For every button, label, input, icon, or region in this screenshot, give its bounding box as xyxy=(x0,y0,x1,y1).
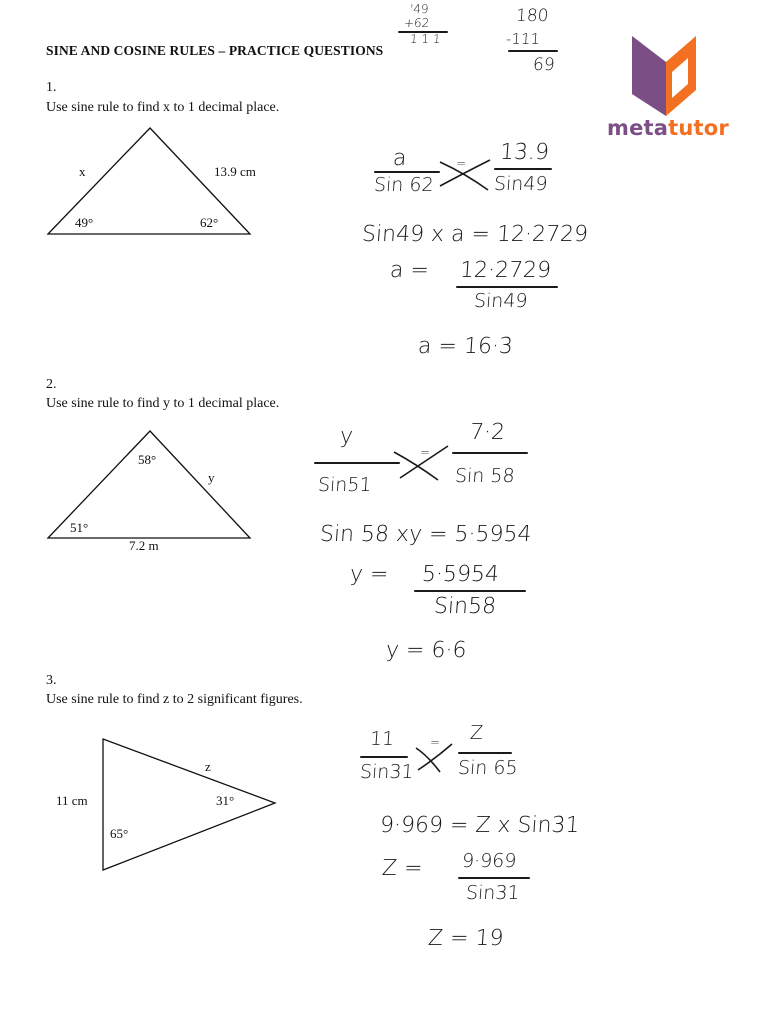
q1-line3-num: 12·2729 xyxy=(459,258,552,283)
triangle-3-side-z: z xyxy=(205,759,211,774)
q3-line3-den: Sin31 xyxy=(465,882,521,904)
triangle-1-angle-49: 49° xyxy=(75,215,94,230)
q3-line3-bar xyxy=(458,877,530,879)
triangle-2-angle-51: 51° xyxy=(70,520,89,535)
question-3-number: 3. xyxy=(46,673,57,688)
logo-part-meta: meta xyxy=(607,116,669,140)
scratch-sub-line-1: 180 xyxy=(515,6,550,26)
q1-frac2-num: 13.9 xyxy=(499,140,550,165)
q2-line3-lhs: y = xyxy=(349,562,390,587)
q1-eq: = xyxy=(455,156,467,170)
q1-line2: Sin49 x a = 12·2729 xyxy=(361,222,589,247)
q2-line3-den: Sin58 xyxy=(433,594,497,619)
triangle-2-angle-58: 58° xyxy=(138,452,157,467)
q2-eq: = xyxy=(419,445,431,459)
q3-line3-num: 9·969 xyxy=(461,850,518,872)
q1-frac1-den: Sin 62 xyxy=(373,174,435,196)
q3-line3-lhs: Z = xyxy=(381,856,424,881)
q3-line2: 9·969 = Z x Sin31 xyxy=(379,813,581,838)
q1-line3-den: Sin49 xyxy=(473,290,529,312)
q2-frac1-den: Sin51 xyxy=(317,474,373,496)
q1-frac2-den: Sin49 xyxy=(493,173,549,195)
q3-answer: Z = 19 xyxy=(427,926,505,951)
scratch-add-line-1: '49 xyxy=(409,2,430,16)
logo-part-tutor: tutor xyxy=(668,116,729,140)
scratch-add-line-3: 1 1 1 xyxy=(409,32,442,46)
triangle-1-side-x: x xyxy=(79,164,86,179)
triangle-2-side-y: y xyxy=(208,470,215,485)
scratch-add-line-2: +62 xyxy=(403,16,430,30)
q1-line3-lhs: a = xyxy=(389,258,430,283)
q1-answer: a = 16·3 xyxy=(417,334,514,359)
triangle-1-angle-62: 62° xyxy=(200,215,219,230)
q1-frac1-num: a xyxy=(392,146,408,171)
q2-frac2-num: 7·2 xyxy=(469,420,506,445)
scratch-sub-line-2: -111 xyxy=(505,30,541,48)
q3-frac2-num: Z xyxy=(469,722,484,744)
q3-frac1-den: Sin31 xyxy=(359,761,415,783)
question-1-number: 1. xyxy=(46,80,57,95)
q3-frac2-bar xyxy=(458,752,512,754)
triangle-3-angle-31: 31° xyxy=(216,793,235,808)
q2-line3-num: 5·5954 xyxy=(421,562,500,587)
q2-line2: Sin 58 xy = 5·5954 xyxy=(319,522,533,547)
page-title: SINE AND COSINE RULES – PRACTICE QUESTIONS xyxy=(46,43,384,58)
q3-eq: = xyxy=(429,735,441,749)
q3-frac1-num: 11 xyxy=(369,728,395,750)
question-2-number: 2. xyxy=(46,377,57,392)
triangle-1-side-13-9: 13.9 cm xyxy=(214,164,256,179)
q2-frac2-den: Sin 58 xyxy=(454,465,516,487)
question-1-prompt: Use sine rule to find x to 1 decimal place. xyxy=(46,100,280,115)
q2-answer: y = 6·6 xyxy=(385,638,468,663)
triangle-2-base-7-2: 7.2 m xyxy=(129,538,159,553)
question-3-prompt: Use sine rule to find z to 2 significant figures. xyxy=(46,692,303,707)
question-2-prompt: Use sine rule to find y to 1 decimal place. xyxy=(46,396,280,411)
q2-frac1-num: y xyxy=(339,424,354,449)
scratch-sub-line-3: 69 xyxy=(532,55,556,75)
triangle-3-side-11: 11 cm xyxy=(56,793,88,808)
triangle-3-angle-65: 65° xyxy=(110,826,129,841)
q3-frac2-den: Sin 65 xyxy=(457,757,519,779)
